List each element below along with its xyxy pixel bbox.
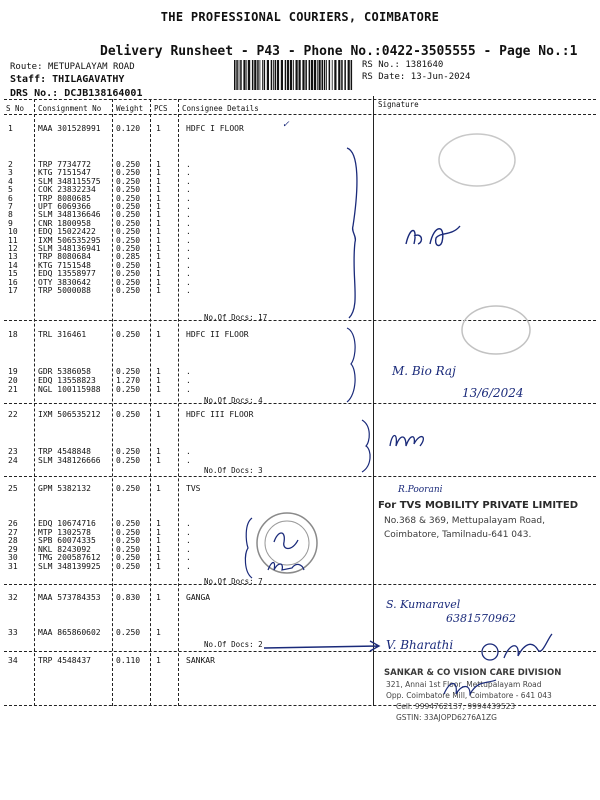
sankar-stamp-line3: Opp. Coimbatore Mill, Coimbatore - 641 043	[386, 691, 552, 700]
signature-group-1	[400, 218, 470, 258]
row-consignment-no: EDQ 10674716	[38, 519, 96, 528]
row-pcs: 1	[156, 536, 161, 546]
rs-no-value: 1381640	[405, 60, 444, 70]
row-sno: 20	[8, 376, 18, 385]
row-details: .	[186, 185, 191, 195]
sankar-stamp-line2: 321, Annai 1st Floor, Mettupalayam Road	[386, 680, 542, 689]
row-details: .	[186, 277, 191, 287]
row-details: .	[186, 367, 191, 376]
row-sno: 30	[8, 553, 18, 563]
row-pcs: 1	[156, 656, 161, 665]
row-details: .	[186, 456, 191, 465]
row-consignment-no: GDR 5386058	[38, 367, 91, 376]
bharathi-signature: V. Bharathi	[386, 638, 454, 652]
row-pcs: 1	[156, 286, 161, 295]
row-pcs: 1	[156, 447, 161, 456]
row-consignment-no: KTG 7151547	[38, 168, 91, 178]
row-sno: 19	[8, 367, 18, 376]
drs-label: DRS No.:	[10, 88, 59, 99]
header-pcs: PCS	[154, 104, 168, 113]
table-row	[0, 593, 600, 602]
row-details: .	[186, 544, 191, 554]
row-pcs: 1	[156, 628, 161, 637]
row-sno: 29	[8, 544, 18, 554]
sankar-stamp-line1: SANKAR & CO VISION CARE DIVISION	[384, 668, 562, 678]
brace-mark-3	[358, 418, 376, 474]
row-consignment-no: SLM 348115575	[38, 176, 101, 186]
row-sno: 4	[8, 176, 13, 186]
row-sno: 21	[8, 385, 18, 394]
row-weight: 0.250	[116, 456, 141, 465]
row-weight: 0.250	[116, 536, 141, 546]
row-details: .	[186, 210, 191, 220]
row-pcs: 1	[156, 410, 161, 419]
ganga-phone: 6381570962	[446, 612, 516, 625]
docs-count: No.Of Docs: 3	[204, 466, 263, 475]
row-weight: 0.250	[116, 410, 141, 419]
row-consignment-no: NGL 100115988	[38, 385, 101, 394]
row-consignment-no: MAA 865860602	[38, 628, 101, 637]
row-consignment-no: MTP 1302578	[38, 527, 91, 537]
route-label: Route:	[10, 62, 43, 72]
row-weight: 0.285	[116, 252, 141, 262]
row-sno: 3	[8, 168, 13, 178]
header-signature: Signature	[378, 100, 419, 109]
brace-mark-1	[343, 146, 363, 321]
row-consignment-no: TRP 8080684	[38, 252, 91, 262]
row-consignment-no: TMG 200587612	[38, 553, 101, 563]
row-details: .	[186, 160, 191, 169]
row-consignment-no: TRP 4548848	[38, 447, 91, 456]
rs-no-label: RS No.:	[362, 60, 400, 70]
table-row	[0, 410, 600, 419]
row-weight: 0.250	[116, 269, 141, 279]
route-line	[10, 62, 135, 72]
row-pcs: 1	[156, 376, 161, 385]
row-pcs: 1	[156, 385, 161, 394]
tvs-stamp-line2: No.368 & 369, Mettupalayam Road,	[384, 516, 545, 526]
row-consignment-no: UPT 6069366	[38, 202, 91, 211]
row-pcs: 1	[156, 252, 161, 262]
signature-group-4	[264, 556, 308, 576]
row-weight: 0.250	[116, 235, 141, 245]
row-pcs: 1	[156, 193, 161, 203]
row-consignment-no: TRP 8080685	[38, 193, 91, 203]
row-weight: 0.110	[116, 656, 141, 665]
row-details: .	[186, 527, 191, 537]
group-rule-tvs	[4, 584, 596, 585]
row-pcs: 1	[156, 330, 161, 339]
staff-line	[10, 74, 124, 85]
tick-mark: ✓	[282, 120, 290, 130]
row-details: .	[186, 519, 191, 528]
row-consignment-no: SPB 60074335	[38, 536, 96, 546]
row-pcs: 1	[156, 367, 161, 376]
row-weight: 0.250	[116, 562, 141, 571]
row-details: HDFC III FLOOR	[186, 410, 254, 419]
row-pcs: 1	[156, 562, 161, 571]
row-pcs: 1	[156, 277, 161, 287]
row-weight: 0.250	[116, 367, 141, 376]
row-details: .	[186, 376, 191, 385]
row-weight: 0.120	[116, 124, 141, 133]
drs-value: DCJB138164001	[64, 88, 143, 99]
tvs-stamp-line1: For TVS MOBILITY PRIVATE LIMITED	[378, 500, 579, 511]
row-sno: 10	[8, 227, 18, 237]
row-consignment-no: IXM 506535295	[38, 235, 101, 245]
row-pcs: 1	[156, 210, 161, 220]
row-consignment-no: EDQ 13558977	[38, 269, 96, 279]
drs-line	[10, 88, 142, 99]
arrow-mark	[262, 640, 382, 654]
faded-stamp-2	[456, 300, 536, 360]
docs-count: No.Of Docs: 4	[204, 396, 263, 405]
brace-mark-4	[240, 516, 256, 580]
row-details: .	[186, 260, 191, 270]
runsheet-title: Delivery Runsheet - P43 - Phone No.:0422-3505555 - Page No.:1	[100, 44, 578, 59]
row-weight: 0.250	[116, 218, 141, 228]
row-sno: 7	[8, 202, 13, 211]
row-pcs: 1	[156, 218, 161, 228]
row-sno: 12	[8, 244, 18, 253]
header-bottom-rule	[4, 114, 596, 115]
sankar-signature-scribble	[440, 676, 500, 702]
row-sno: 26	[8, 519, 18, 528]
row-consignment-no: COK 23832234	[38, 185, 96, 195]
row-sno: 9	[8, 218, 13, 228]
table-row	[0, 447, 600, 456]
row-details: .	[186, 244, 191, 253]
row-weight: 0.250	[116, 484, 141, 493]
row-sno: 18	[8, 330, 18, 339]
docs-count: No.Of Docs: 2	[204, 640, 263, 649]
row-sno: 14	[8, 260, 18, 270]
row-details: .	[186, 447, 191, 456]
row-consignment-no: GPM 5382132	[38, 484, 91, 493]
row-details: SANKAR	[186, 656, 215, 665]
row-sno: 23	[8, 447, 18, 456]
rs-date-value: 13-Jun-2024	[410, 72, 471, 82]
row-sno: 1	[8, 124, 13, 133]
group-rule-hdfc2	[4, 403, 596, 404]
row-weight: 0.250	[116, 185, 141, 195]
row-weight: 0.250	[116, 385, 141, 394]
row-pcs: 1	[156, 185, 161, 195]
row-sno: 15	[8, 269, 18, 279]
row-sno: 16	[8, 277, 18, 287]
row-sno: 25	[8, 484, 18, 493]
row-weight: 0.250	[116, 227, 141, 237]
row-weight: 0.250	[116, 160, 141, 169]
row-sno: 8	[8, 210, 13, 220]
row-weight: 0.250	[116, 286, 141, 295]
rs-date-line	[362, 72, 470, 82]
row-sno: 5	[8, 185, 13, 195]
row-sno: 24	[8, 456, 18, 465]
row-consignment-no: SLM 348136941	[38, 244, 101, 253]
row-details: TVS	[186, 484, 201, 493]
faded-stamp-1	[432, 128, 522, 192]
row-consignment-no: TRP 7734772	[38, 160, 91, 169]
row-sno: 6	[8, 193, 13, 203]
table-row	[0, 367, 600, 376]
rs-date-label: RS Date:	[362, 72, 406, 82]
row-consignment-no: SLM 348126666	[38, 456, 101, 465]
row-pcs: 1	[156, 260, 161, 270]
row-weight: 0.250	[116, 210, 141, 220]
row-sno: 31	[8, 562, 18, 571]
sankar-stamp-line5: GSTIN: 33AJOPD6276A1ZG	[396, 713, 497, 722]
row-details: GANGA	[186, 593, 211, 602]
row-details: .	[186, 252, 191, 262]
row-consignment-no: MAA 573784353	[38, 593, 101, 602]
row-sno: 17	[8, 286, 18, 295]
tvs-receiver-name: R.Poorani	[398, 485, 443, 495]
row-weight: 0.250	[116, 277, 141, 287]
table-row	[0, 456, 600, 465]
docs-count: No.Of Docs: 7	[204, 577, 263, 586]
row-pcs: 1	[156, 593, 161, 602]
row-consignment-no: SLM 348136646	[38, 210, 101, 220]
row-pcs: 1	[156, 484, 161, 493]
staff-label: Staff:	[10, 74, 47, 85]
row-weight: 0.250	[116, 553, 141, 563]
row-details: .	[186, 536, 191, 546]
barcode-image	[232, 60, 356, 90]
hdfc2-signature: M. Bio Raj	[392, 364, 456, 378]
row-weight: 0.250	[116, 527, 141, 537]
table-row	[0, 376, 600, 385]
row-weight: 0.250	[116, 193, 141, 203]
row-details: .	[186, 227, 191, 237]
row-sno: 2	[8, 160, 13, 169]
row-sno: 33	[8, 628, 18, 637]
row-weight: 0.250	[116, 519, 141, 528]
row-consignment-no: TRP 5000088	[38, 286, 91, 295]
group-rule-hdfc3	[4, 476, 596, 477]
signature-group-3	[386, 424, 432, 454]
row-weight: 0.250	[116, 447, 141, 456]
row-consignment-no: CNR 1800958	[38, 218, 91, 228]
row-consignment-no: MAA 301528991	[38, 124, 101, 133]
table-row	[0, 286, 600, 295]
row-details: .	[186, 176, 191, 186]
row-sno: 11	[8, 235, 18, 245]
sankar-stamp-line4: Cell: 9994762137, 9994439523	[396, 702, 516, 711]
row-pcs: 1	[156, 553, 161, 563]
row-sno: 34	[8, 656, 18, 665]
row-pcs: 1	[156, 176, 161, 186]
header-consignment: Consignment No	[38, 104, 102, 113]
ganga-receiver-name: S. Kumaravel	[386, 598, 461, 611]
row-details: .	[186, 385, 191, 394]
row-weight: 0.250	[116, 628, 141, 637]
row-consignment-no: TRL 316461	[38, 330, 87, 339]
row-details: .	[186, 168, 191, 178]
row-details: .	[186, 286, 191, 295]
hdfc2-date: 13/6/2024	[462, 386, 524, 400]
table-top-rule	[4, 99, 596, 100]
row-details: HDFC I FLOOR	[186, 124, 244, 133]
row-weight: 0.250	[116, 244, 141, 253]
row-weight: 0.250	[116, 202, 141, 211]
row-sno: 27	[8, 527, 18, 537]
row-sno: 13	[8, 252, 18, 262]
route-value: METUPALAYAM ROAD	[47, 62, 135, 72]
bharathi-scribble	[476, 632, 556, 668]
row-weight: 0.250	[116, 544, 141, 554]
header-sno: S No	[6, 104, 25, 113]
docs-count: No.Of Docs: 17	[204, 313, 268, 322]
row-pcs: 1	[156, 269, 161, 279]
row-details: .	[186, 562, 191, 571]
row-weight: 0.830	[116, 593, 141, 602]
row-details: .	[186, 218, 191, 228]
row-details: .	[186, 269, 191, 279]
staff-value: THILAGAVATHY	[52, 74, 125, 85]
row-weight: 0.250	[116, 176, 141, 186]
brace-mark-2	[343, 326, 361, 404]
row-sno: 32	[8, 593, 18, 602]
row-weight: 1.270	[116, 376, 141, 385]
row-consignment-no: NKL 8243092	[38, 544, 91, 554]
row-details: .	[186, 235, 191, 245]
row-pcs: 1	[156, 244, 161, 253]
row-pcs: 1	[156, 527, 161, 537]
header-details: Consignee Details	[182, 104, 259, 113]
row-consignment-no: SLM 348139925	[38, 562, 101, 571]
row-details: HDFC II FLOOR	[186, 330, 249, 339]
row-consignment-no: EDQ 15022422	[38, 227, 96, 237]
rs-no-line	[362, 60, 443, 70]
row-pcs: 1	[156, 227, 161, 237]
row-pcs: 1	[156, 456, 161, 465]
row-consignment-no: IXM 506535212	[38, 410, 101, 419]
header-weight: Weight	[116, 104, 144, 113]
row-weight: 0.250	[116, 168, 141, 178]
row-sno: 28	[8, 536, 18, 546]
tvs-stamp-line3: Coimbatore, Tamilnadu-641 043.	[384, 530, 532, 540]
row-pcs: 1	[156, 168, 161, 178]
row-pcs: 1	[156, 124, 161, 133]
table-row	[0, 484, 600, 493]
row-details: .	[186, 553, 191, 563]
row-weight: 0.250	[116, 330, 141, 339]
row-details: .	[186, 193, 191, 203]
row-pcs: 1	[156, 544, 161, 554]
row-weight: 0.250	[116, 260, 141, 270]
row-consignment-no: KTG 7151548	[38, 260, 91, 270]
row-pcs: 1	[156, 519, 161, 528]
row-details: .	[186, 202, 191, 211]
row-pcs: 1	[156, 160, 161, 169]
row-consignment-no: TRP 4548437	[38, 656, 91, 665]
row-consignment-no: EDQ 13558823	[38, 376, 96, 385]
company-title: THE PROFESSIONAL COURIERS, COIMBATORE	[160, 10, 440, 24]
row-sno: 22	[8, 410, 18, 419]
row-pcs: 1	[156, 202, 161, 211]
row-consignment-no: OTY 3830642	[38, 277, 91, 287]
row-pcs: 1	[156, 235, 161, 245]
